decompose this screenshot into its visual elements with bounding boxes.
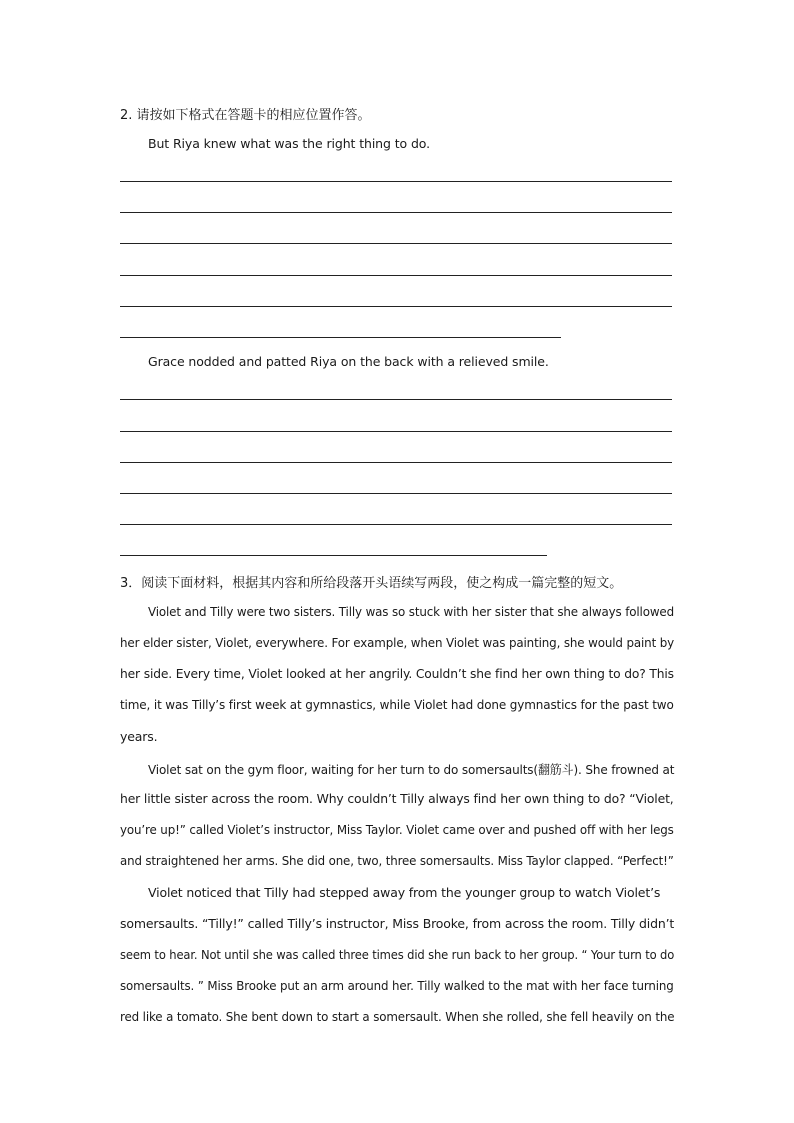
passage-line: Violet sat on the gym floor, waiting for her turn to do somersaults(翻筋斗). She frowned at xyxy=(148,762,675,777)
answer-line xyxy=(120,275,672,276)
answer-line xyxy=(120,243,672,244)
paragraph-opener-1: But Riya knew what was the right thing to do. xyxy=(148,136,430,151)
passage-line: years. xyxy=(120,729,158,744)
answer-line xyxy=(120,555,547,556)
passage-line: Violet and Tilly were two sisters. Tilly was so stuck with her sister that she always followed xyxy=(148,604,674,619)
passage-line: somersaults. ” Miss Brooke put an arm around her. Tilly walked to the mat with her face turning xyxy=(120,978,674,993)
question-2-heading: 2. 请按如下格式在答题卡的相应位置作答。 xyxy=(120,108,371,123)
passage-line: seem to hear. Not until she was called three times did she run back to her group. “ Your turn to do xyxy=(120,947,675,962)
passage-line: and straightened her arms. She did one, two, three somersaults. Miss Taylor clapped. “Perfect!” xyxy=(120,853,674,868)
answer-line xyxy=(120,181,672,182)
passage-line: you’re up!” called Violet’s instructor, Miss Taylor. Violet came over and pushed off with her legs xyxy=(120,822,674,837)
passage-line: somersaults. “Tilly!” called Tilly’s instructor, Miss Brooke, from across the room. Tilly didn’t xyxy=(120,916,675,931)
answer-line xyxy=(120,399,672,400)
answer-line xyxy=(120,306,672,307)
answer-line xyxy=(120,431,672,432)
passage-line: her elder sister, Violet, everywhere. For example, when Violet was painting, she would paint by xyxy=(120,635,675,650)
passage-line: time, it was Tilly’s first week at gymnastics, while Violet had done gymnastics for the past two xyxy=(120,697,674,712)
answer-line xyxy=(120,212,672,213)
passage-line: her side. Every time, Violet looked at her angrily. Couldn’t she find her own thing to do? This xyxy=(120,666,674,681)
passage-line: her little sister across the room. Why couldn’t Tilly always find her own thing to do? “Violet, xyxy=(120,791,674,806)
paragraph-opener-2: Grace nodded and patted Riya on the back with a relieved smile. xyxy=(148,354,549,369)
question-3-heading: 3．阅读下面材料，根据其内容和所给段落开头语续写两段，使之构成一篇完整的短文。 xyxy=(120,576,623,591)
answer-line xyxy=(120,462,672,463)
passage-line: red like a tomato. She bent down to start a somersault. When she rolled, she fell heavily on the xyxy=(120,1009,675,1024)
answer-line xyxy=(120,524,672,525)
answer-line xyxy=(120,337,561,338)
passage-line: Violet noticed that Tilly had stepped away from the younger group to watch Violet’s xyxy=(148,885,661,900)
answer-line xyxy=(120,493,672,494)
